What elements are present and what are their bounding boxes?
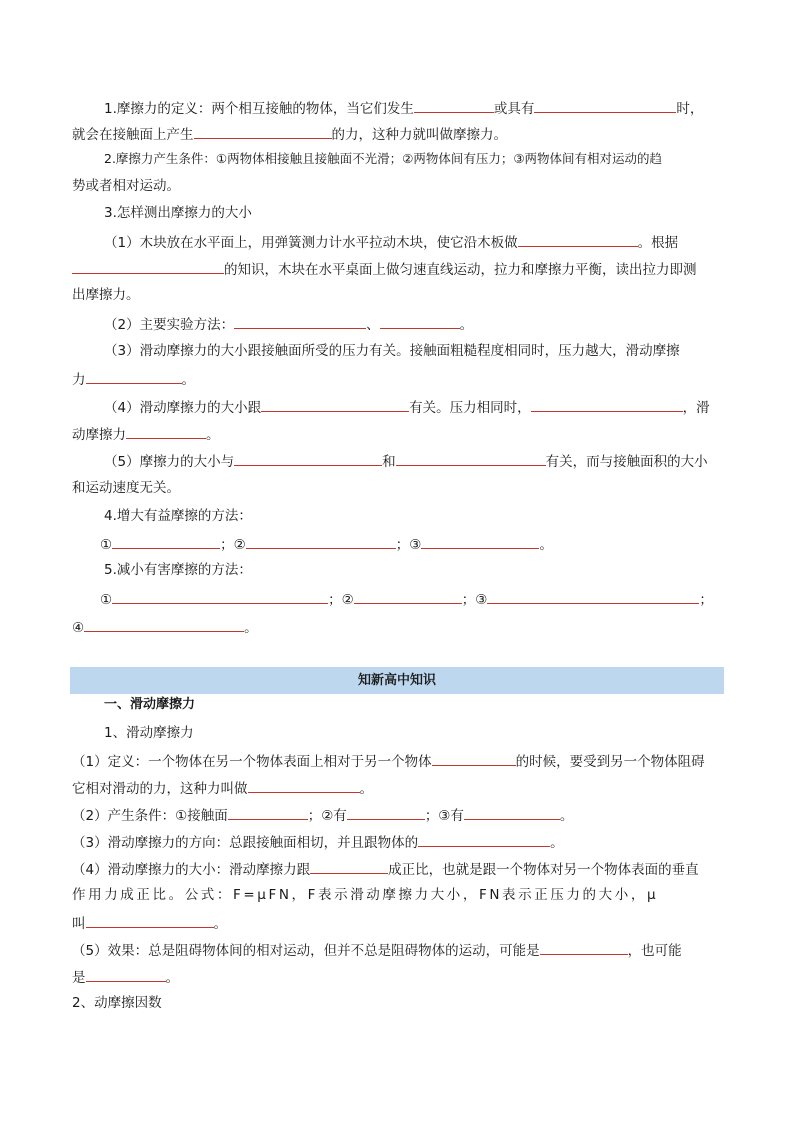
q1-line2: 就会在接触面上产生 的力，这种力就叫做摩擦力。 — [72, 124, 507, 144]
blank-field[interactable] — [86, 913, 214, 928]
q3-p3-line2: 力 。 — [72, 369, 195, 389]
d1-line1: （1）定义：一个物体在另一个物体表面上相对于另一个物体 的时候，要受到另一个物体阻碍 — [72, 751, 705, 771]
d3-line: （3）滑动摩擦力的方向：总跟接触面相切，并且跟物体的 。 — [72, 832, 564, 852]
blank-field[interactable] — [261, 397, 409, 412]
section-banner: 知新高中知识 — [70, 667, 724, 694]
blank-field[interactable] — [86, 967, 166, 982]
d2-line: （2）产生条件：①接触面 ；②有 ；③有 。 — [72, 805, 573, 825]
blank-field[interactable] — [534, 98, 676, 113]
blank-field[interactable] — [487, 589, 699, 604]
q3-p1-line2: 的知识，木块在水平桌面上做匀速直线运动，拉力和摩擦力平衡，读出拉力即测 — [72, 259, 697, 279]
blank-field[interactable] — [246, 534, 396, 549]
q4-line: ① ；② ；③ 。 — [100, 534, 553, 554]
blank-field[interactable] — [228, 805, 308, 820]
blank-field[interactable] — [112, 534, 220, 549]
blank-field[interactable] — [464, 805, 560, 820]
q2-line1: 2.摩擦力产生条件：①两物体相接触且接触面不光滑；②两物体间有压力；③两物体间有相对运动的趋 — [104, 151, 663, 166]
blank-field[interactable] — [86, 369, 182, 384]
d4-line3: 叫 。 — [72, 913, 227, 933]
q3-p4-line2: 动摩擦力 。 — [72, 424, 220, 444]
q3-title: 3.怎样测出摩擦力的大小 — [104, 205, 252, 221]
q2-line2: 势或者相对运动。 — [72, 178, 180, 194]
blank-field[interactable] — [396, 451, 546, 466]
q5-line1: ① ；② ；③ ； — [100, 589, 713, 609]
q3-p2: （2）主要实验方法： 、 。 — [104, 314, 473, 334]
blank-field[interactable] — [414, 98, 494, 113]
blank-field[interactable] — [234, 451, 382, 466]
blank-field[interactable] — [354, 589, 462, 604]
sub-heading-1: 1、滑动摩擦力 — [104, 725, 194, 741]
q3-p4-line1: （4）滑动摩擦力的大小跟 有关。压力相同时， ，滑 — [104, 397, 710, 417]
blank-field[interactable] — [432, 751, 516, 766]
q5-line2: ④ 。 — [72, 617, 258, 637]
q3-p5-line2: 和运动速度无关。 — [72, 480, 180, 496]
blank-field[interactable] — [421, 534, 539, 549]
d5-line2: 是 。 — [72, 967, 179, 987]
blank-field[interactable] — [234, 314, 366, 329]
blank-field[interactable] — [531, 397, 683, 412]
q5-title: 5.减小有害摩擦的方法： — [104, 562, 252, 578]
blank-field[interactable] — [540, 940, 628, 955]
blank-field[interactable] — [112, 589, 328, 604]
q3-p3-line1: （3）滑动摩擦力的大小跟接触面所受的压力有关。接触面粗糙程度相同时，压力越大，滑动摩擦 — [104, 343, 680, 359]
d4-line1: （4）滑动摩擦力的大小：滑动摩擦力跟 成正比，也就是跟一个物体对另一个物体表面的垂直 — [72, 859, 699, 879]
blank-field[interactable] — [418, 832, 550, 847]
blank-field[interactable] — [84, 617, 244, 632]
blank-field[interactable] — [194, 124, 332, 139]
d4-line2: 作用力成正比。公式：F=μFN，F表示滑动摩擦力大小，FN表示正压力的大小，μ — [72, 887, 659, 903]
q3-p5-line1: （5）摩擦力的大小与 和 有关，而与接触面积的大小 — [104, 451, 708, 471]
blank-field[interactable] — [126, 424, 206, 439]
blank-field[interactable] — [248, 778, 360, 793]
blank-field[interactable] — [518, 232, 638, 247]
d5-line1: （5）效果：总是阻碍物体间的相对运动，但并不总是阻碍物体的运动，可能是 ，也可能 — [72, 940, 682, 960]
q3-p1-line3: 出摩擦力。 — [72, 287, 140, 303]
q1-line1: 1.摩擦力的定义：两个相互接触的物体，当它们发生 或具有 时， — [104, 98, 703, 118]
q4-title: 4.增大有益摩擦的方法： — [104, 508, 252, 524]
section-heading: 一、滑动摩擦力 — [104, 697, 196, 712]
sub-heading-2: 2、动摩擦因数 — [72, 995, 162, 1011]
blank-field[interactable] — [347, 805, 425, 820]
d1-line2: 它相对滑动的力，这种力叫做 。 — [72, 778, 373, 798]
blank-field[interactable] — [380, 314, 460, 329]
q3-p1-line1: （1）木块放在水平面上，用弹簧测力计水平拉动木块，使它沿木板做 。根据 — [104, 232, 678, 252]
blank-field[interactable] — [310, 859, 388, 874]
blank-field[interactable] — [72, 259, 224, 274]
